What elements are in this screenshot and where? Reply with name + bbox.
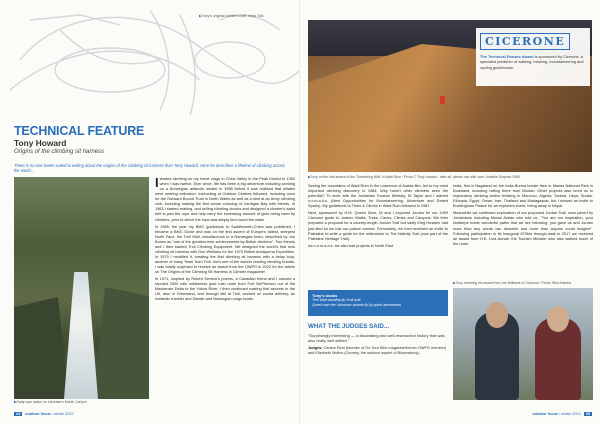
body-paragraph: Istarted climbing on my home crags in Chew Valley in the Peak District in 1952 when I was twelve. Ever since, life has been a big adventure including working on a Norwegian antarctic whaler in 1958 before it was realised that whales were nearing extinction. Instructing at Outdoor Centres followed, including once for the Outward Bound Trust in North Wales as well as a stint at an Army climbing club, including making the first canoe crossing of Cardigan Bay with friends. In 1963 I started making, and selling climbing chocks and designed a climber's waist belt to pad the rope and help carry the increasing amount of gear being used by climbers, prior to which the rope was simply tied round the waist. — [155, 175, 295, 222]
body-paragraph: Seeing the mountains of Wadi Rum in the Lawrence of Arabia film, led to my most important climbing discovery in 1984. Why hadn't other climbers seen the potential? To work with the Jordanian Tourism Ministry, Di Taylor and I started n.o.m.a.d.s. (New Opportunities for Mountaineering, Adventure and Desert Sports). My guidebook to Treks & Climbs in Wadi Rum followed in 1987. — [308, 184, 448, 209]
award-photo — [453, 288, 593, 400]
tony-books-box — [308, 290, 448, 316]
sponsor-text: The Technical Feature Award is sponsored by Cicerone, a specialist publisher of walking, trekking, mountaineering and cycling guidebooks. — [480, 54, 584, 70]
body-paragraph: In 1971, inspired by Robert Service's poems, a Canadian friend and I canoed a reputed 1000 mile wilderness gold rush route from Fort McPherson out of the Mackenzie Delta to the Yukon River. I then continued making first ascents in the UK, also in Greenland, and through still at Troll, worked on sucha delivery, an Icelandic traveler and Danish and Norwegian cargo boats. — [155, 277, 295, 302]
article-body-column-2 — [308, 184, 448, 251]
top-sketch-caption: ▶ Tony's original climber's belt, early '60s — [199, 14, 299, 18]
body-paragraph: As n.o.m.a.d.s. we also had projects in North East — [308, 243, 394, 248]
right-page — [300, 0, 600, 424]
waterfall-photo — [14, 177, 149, 399]
judges-credit: Judges: Carlton Reid (founder of On Your Bike magazine/former OWPG member) and Elizabeth Mufins (Cormey, the outdoor imprint of Bloomsbury). — [308, 345, 447, 355]
climber-figure — [440, 96, 445, 104]
tony-books-link[interactable]: Troll Wall wondirty.lly-Troll-wall — [312, 298, 361, 302]
award-name: The Technical Feature Award — [480, 54, 534, 59]
judges-quote: "Surprisingly interesting — a fascinating and well-researched history that was also really well written." — [308, 333, 445, 344]
judges-heading: WHAT THE JUDGES SAID... — [308, 323, 390, 330]
left-footer — [14, 412, 74, 416]
judges-label: Judges: — [308, 345, 323, 350]
judges-box — [308, 323, 448, 356]
magazine-name: outdoor focus — [532, 412, 558, 416]
tony-books-link[interactable]: Quest man the Unknown-wonde-lly-lly-quick adventures — [312, 302, 401, 307]
desert-photo-caption: ▶ Tony on the first ascent of the 'Something Wild' in Wadi Rum / Photo © Tony Howard - after all, please use with care, Amiable Surprise 1985 — [308, 175, 520, 179]
magazine-name: outdoor focus — [25, 412, 51, 416]
standfirst: There is no-one better suited to writing about the origins of the climbing sit harness than Tony Howard. Here he describes a lifetime of climbing across the world... — [14, 163, 285, 174]
body-paragraph: India, first in Nagaland on the India-Burma border then in Manas National Park in Bodoland, including rafting there from Bhutan. Other projects also lured us to exploratory climbing and/or trekking in Morocco, Algeria, Tunisia, Libya, Sudan, Ethiopia, Egypt, Oman, Iran, Thailand and Madagascar, but I missed an invite to Buckingham Palace for an explorers event, being away in Nepal. — [453, 184, 593, 209]
award-photo-caption: ▶ Tony receiving his award from Joe Williams of Cicerone / Photo: Bliss Bamba — [453, 281, 571, 285]
right-footer — [532, 412, 592, 416]
issue-label: / winter 2022 — [559, 412, 581, 416]
page-number: 25 — [585, 412, 590, 416]
author-name: Tony Howard — [14, 138, 67, 148]
body-paragraph: Meanwhile we continued exploration of our proposed Jordan Trail, soon joined by Jordanians including Murad Arslan who told us, "You are our inspiration, your footsteps made wonderful paths that we are following, you gave us and Jordan more than any words can describe and more than anyone could imagine". Following participation in its inaugural 670km through-walk in 2017 we received an award from H.E. Lina Annab, the Tourism Minister who also walked much of the route. — [453, 211, 593, 246]
tony-books-title: Tony's books — [312, 293, 338, 298]
waterfall-photo-caption: ▶ Early rope action on Leicester's Mouth Canyon — [14, 400, 87, 404]
body-paragraph: In 1965, the year my BMC guidebook to Saddleworth-Chew was published, I became a BMC Guide and was on the first ascent of Europe's tallest, steepest North Face, the Troll Wall, simultaneous to a Norwegian team, described by Joe Brown as "one of the greatest ever achievements by British climbers". Two friends and I then started Troll Climbing Equipment. We designed the world's first rock climbing sit harness with Don Whillans for the 1970 British Annapurna Expedition. In 1979 I modified it, creating the first climbing sit harness with a belay loop, another of many 'firsts' from Troll, then one of the world's leading climbing brands. I was totally surprised to receive an award from the OWPG in 2022 for the article on The Origins of the Climbing Sit Harness in Climber magazine! — [155, 224, 295, 275]
drop-cap: I — [155, 175, 159, 190]
feature-headline: TECHNICAL FEATURE — [14, 124, 145, 138]
article-body-column-3 — [453, 184, 593, 249]
body-paragraph: Next, sponsored by H.M. Queen Noor, Di and I explored Jordan for our 1999 Cicerone guide to Jordan: Walks, Treks, Caves, Climbs and Canyons. We then prepared a proposal for a country-length Jordan Trail but sadly King Hussein had just died so we lost our palace contact. Fortunately, we then received an invite to Palestine to write a guide for the millennium to The Nativity Trail (now part of the Palestine Heritage Trail). — [308, 211, 448, 241]
article-subtitle: Origins of the climbing sit harness — [14, 149, 105, 155]
article-body-column — [155, 177, 295, 305]
page-number: 24 — [16, 412, 21, 416]
cicerone-logo: CICERONE — [480, 33, 570, 50]
sponsor-box — [476, 28, 590, 86]
issue-label: / winter 2022 — [51, 412, 74, 416]
